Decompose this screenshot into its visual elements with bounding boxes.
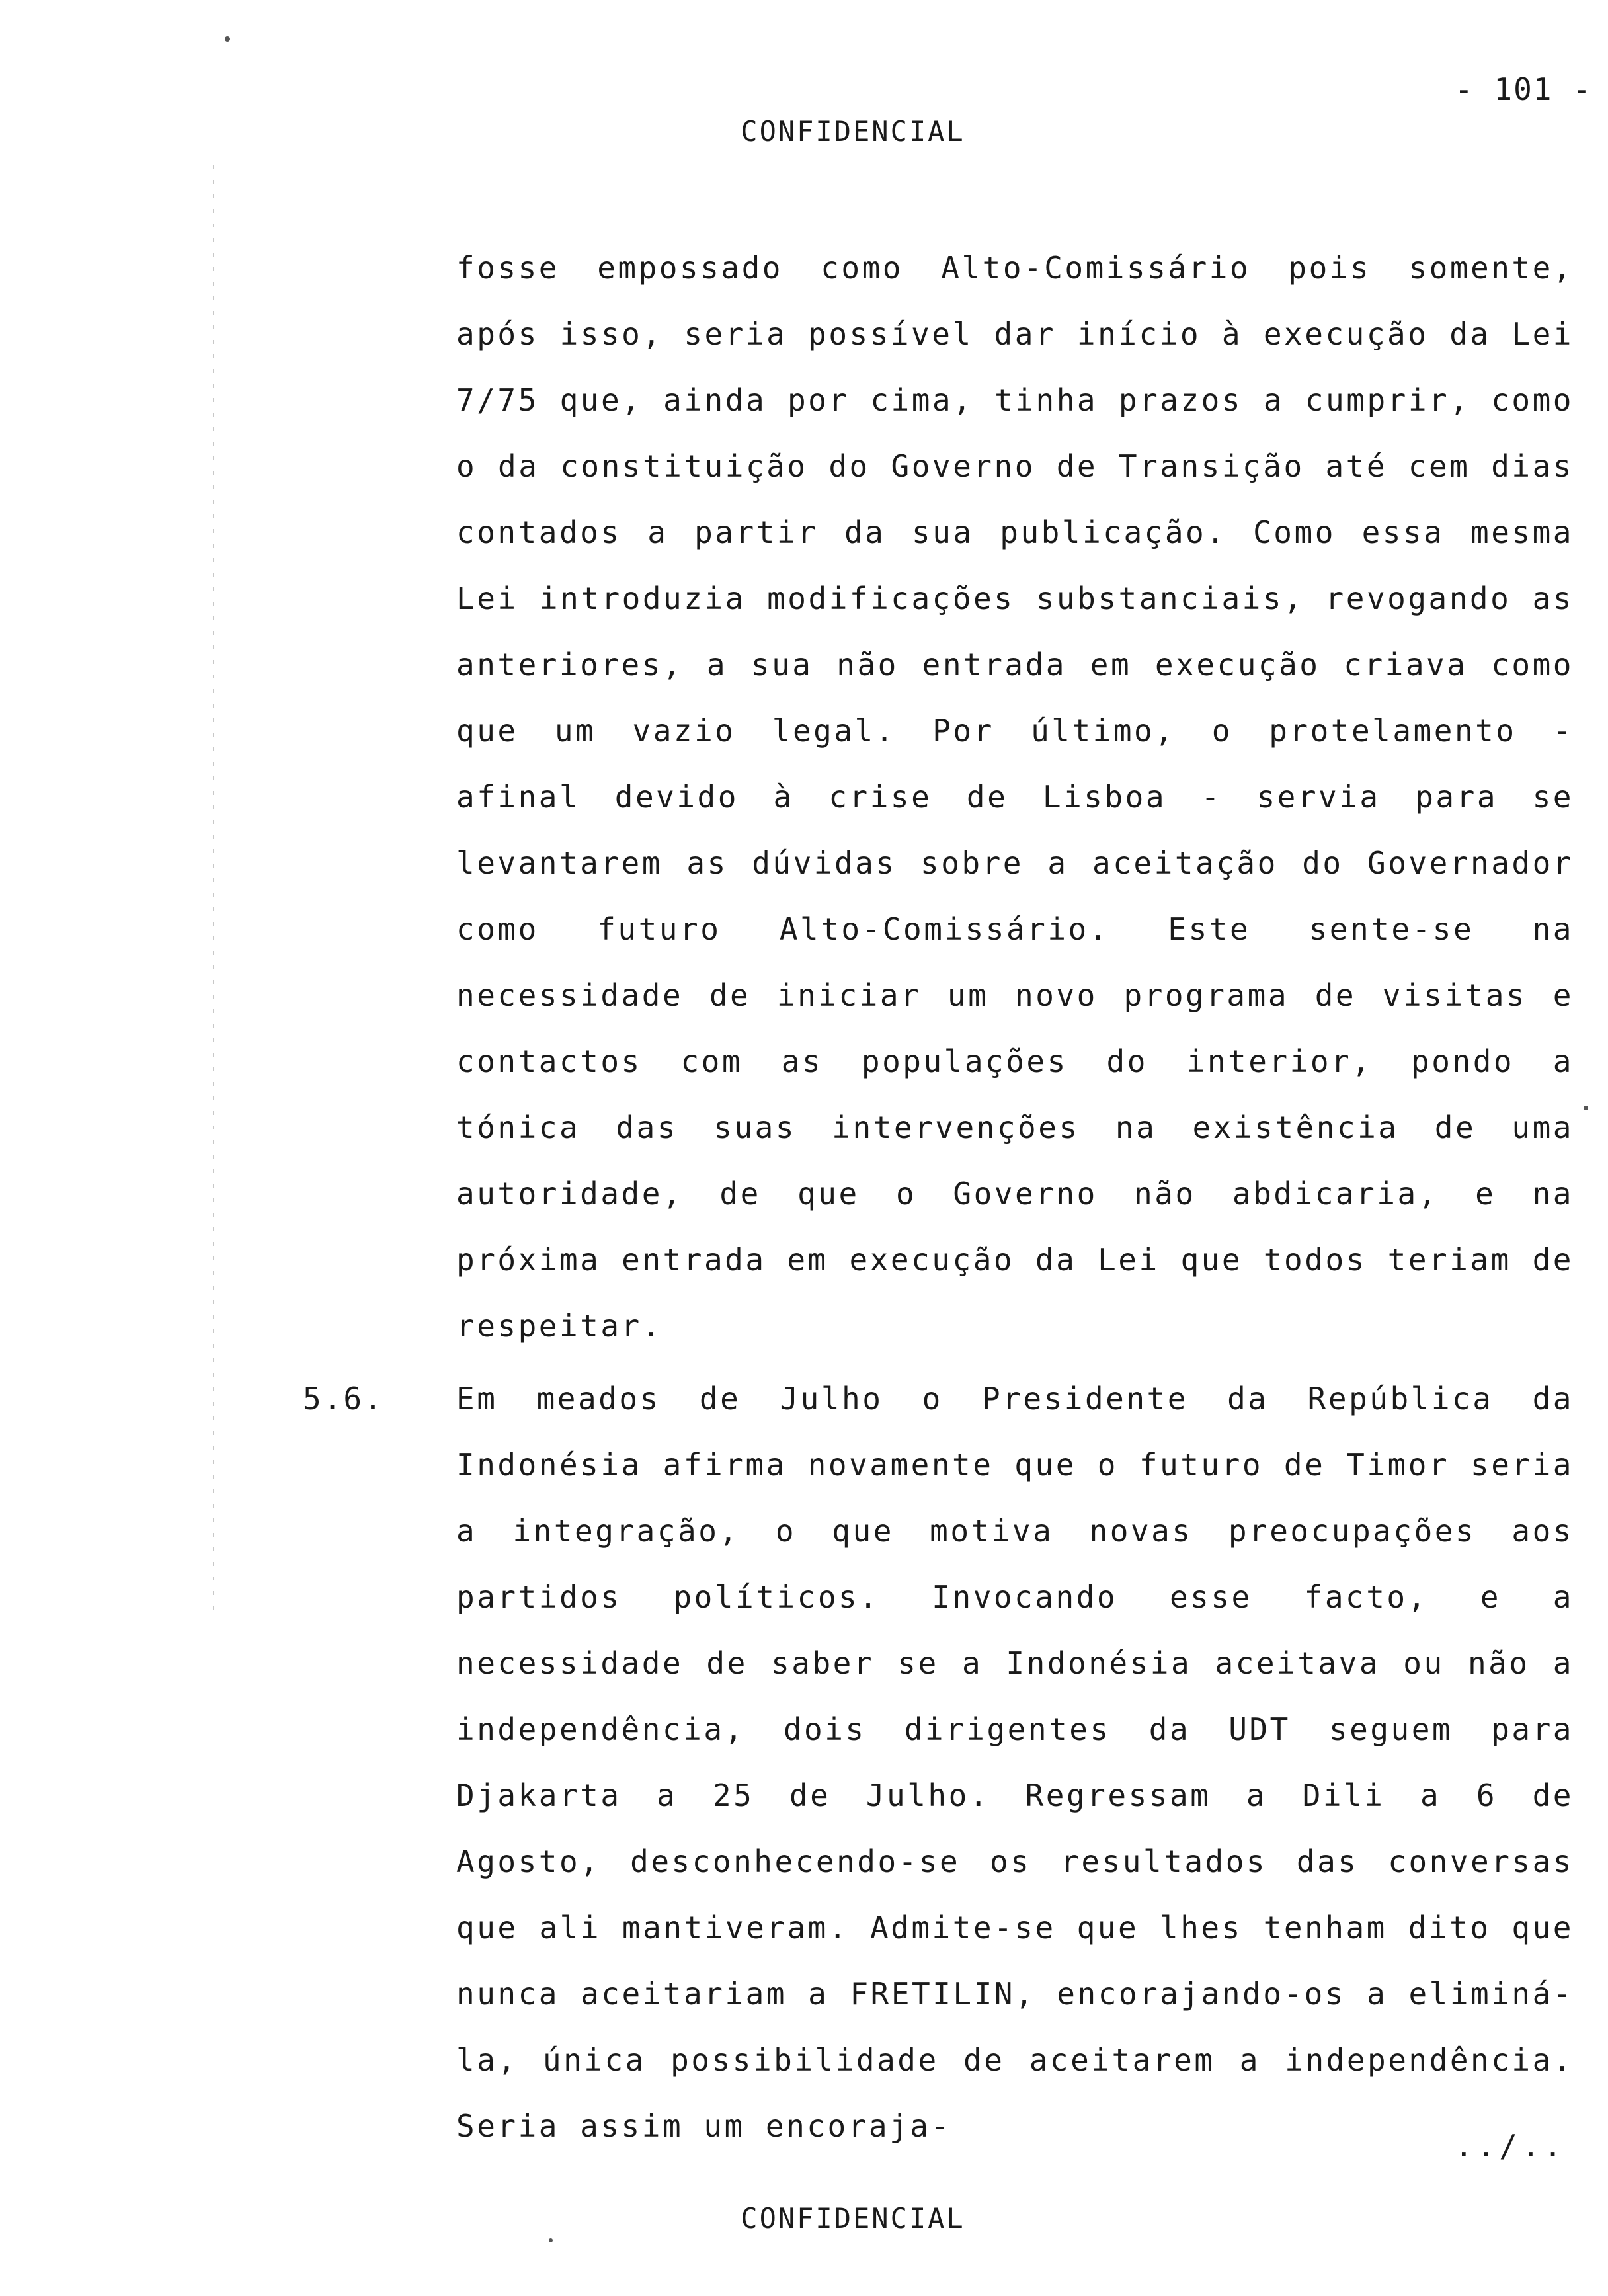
scan-speck: [1584, 1106, 1588, 1110]
footer-classification: CONFIDENCIAL: [741, 2202, 965, 2234]
scan-speck: [549, 2238, 553, 2242]
page-number: - 101 -: [1455, 71, 1592, 107]
section-paragraph: Em meados de Julho o Presidente da República da Indonésia afirma novamente que o futuro de Timor seria a integração, o que motiva novas preocupações aos partidos políticos. Invocando esse facto, e a necessidade de saber se a Indonésia aceitava ou não a independência, dois dirigentes da UDT seguem para Djakarta a 25 de Julho. Regressam a Dili a 6 de Agosto, desconhecendo-se os resultados das conversas que ali mantiveram. Admite-se que lhes tenham dito que nunca aceitariam a FRETILIN, encorajando-os a eliminá-la, única possibilidade de aceitarem a independência. Seria assim um encoraja-: [456, 1381, 1574, 2144]
paragraph-continued: fosse empossado como Alto-Comissário pois somente, após isso, seria possível dar início à execução da Lei 7/75 que, ainda por cima, tinha prazos a cumprir, como o da constituição do Governo de Transição até cem dias contados a partir da sua publicação. Como essa mesma Lei introduzia modificações substanciais, revogando as anteriores, a sua não entrada em execução criava como que um vazio legal. Por último, o protelamento - afinal devido à crise de Lisboa - servia para se levantarem as dúvidas sobre a aceitação do Governador como futuro Alto-Comissário. Este sente-se na necessidade de iniciar um novo programa de visitas e contactos com as populações do interior, pondo a tónica das suas intervenções na existência de uma autoridade, de que o Governo não abdicaria, e na próxima entrada em execução da Lei que todos teriam de respeitar.: [456, 250, 1574, 1344]
header-classification: CONFIDENCIAL: [741, 115, 965, 147]
scan-speck: [225, 36, 230, 42]
continuation-mark: ../..: [1455, 2128, 1566, 2164]
section-number: 5.6.: [303, 1381, 384, 1416]
margin-scan-artifact: [213, 165, 214, 1620]
